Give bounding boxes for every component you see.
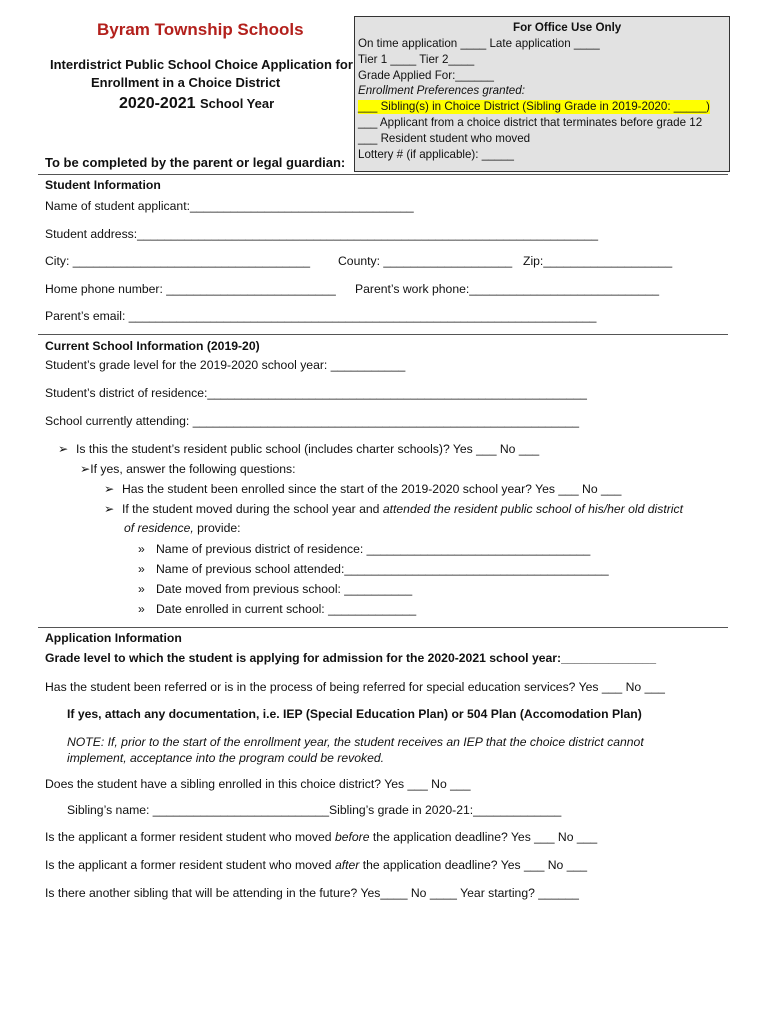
moved-text-d: provide: [193,521,241,535]
arrow-bullet-icon: ➢ [58,442,69,456]
moved-question-cont [124,521,241,536]
date-moved-text: Date moved from previous school: __________ [156,582,413,596]
resident-school-question-text: Is this the student’s resident public school (includes charter schools)? Yes ___ No ___ [76,442,540,456]
office-line: ___ Applicant from a choice district that terminates before grade 12 [358,116,703,129]
special-ed-question[interactable]: Has the student been referred or is in the process of being referred for special education services? Yes ___ No ___ [45,680,665,694]
grade-applying-field[interactable]: Grade level to which the student is applying for admission for the 2020-2021 school year:______________ [45,651,656,665]
if-yes-text: If yes, answer the following questions: [90,462,296,476]
arrow-bullet-icon: ➢ [104,482,115,496]
moved-before-emphasis: before [334,830,370,844]
iep-note-line-2: implement, acceptance into the program could be revoked. [67,751,385,765]
date-moved-field[interactable] [138,582,412,597]
office-title: For Office Use Only [513,21,622,34]
date-enrolled-text: Date enrolled in current school: _____________ [156,602,417,616]
prev-district-text: Name of previous district of residence: _________________________________ [156,542,591,556]
office-use-box [354,16,730,172]
arrow-bullet-icon: ➢ [104,502,115,516]
office-line: On time application ____ Late application ____ [358,37,600,50]
current-grade-field[interactable]: Student’s grade level for the 2019-2020 school year: ___________ [45,358,406,372]
prev-district-field[interactable] [138,542,590,557]
current-school-heading: Current School Information (2019-20) [45,339,260,353]
application-title-line-1: Interdistrict Public School Choice Application for [50,57,353,72]
divider [38,174,728,175]
enrolled-since-question[interactable] [104,482,621,497]
guillemet-bullet-icon: » [138,562,145,576]
school-attending-field[interactable]: School currently attending: _________________________________________________________ [45,414,580,428]
moved-after-text-b: the application deadline? Yes ___ No ___ [359,858,588,872]
sibling-name-grade-field[interactable]: Sibling’s name: __________________________Sibling’s grade in 2020-21:_____________ [67,803,562,817]
home-phone-field[interactable]: Home phone number: _________________________ [45,282,336,296]
office-line-highlighted: ___ Sibling(s) in Choice District (Sibling Grade in 2019-2020: _____) [358,100,710,113]
moved-after-emphasis: after [334,858,360,872]
school-year-suffix: School Year [199,96,275,111]
sibling-question[interactable]: Does the student have a sibling enrolled in this choice district? Yes ___ No ___ [45,777,471,791]
application-title-line-2: Enrollment in a Choice District [91,75,281,90]
office-line: ___ Resident student who moved [358,132,531,145]
student-info-heading: Student Information [45,178,161,192]
moved-before-text-a: Is the applicant a former resident student who moved [45,830,335,844]
student-address-field[interactable]: Student address:____________________________________________________________________ [45,227,599,241]
office-line: Tier 1 ____ Tier 2____ [358,53,475,66]
district-residence-field[interactable]: Student’s district of residence:________________________________________________________ [45,386,587,400]
guillemet-bullet-icon: » [138,542,145,556]
work-phone-field[interactable]: Parent’s work phone:____________________________ [355,282,660,296]
divider [38,334,728,335]
resident-school-question[interactable] [58,442,539,457]
application-info-heading: Application Information [45,631,182,645]
county-field[interactable]: County: ___________________ [338,254,513,268]
divider [38,627,728,628]
prev-school-text: Name of previous school attended:_______________________________________ [156,562,609,576]
future-sibling-question[interactable]: Is there another sibling that will be attending in the future? Yes____ No ____ Year starting? ______ [45,886,579,900]
iep-note-line-1: NOTE: If, prior to the start of the enrollment year, the student receives an IEP that the choice district cannot [67,735,644,749]
zip-field[interactable]: Zip:___________________ [523,254,673,268]
guillemet-bullet-icon: » [138,602,145,616]
completed-by-label: To be completed by the parent or legal guardian: [45,155,346,170]
parent-email-field[interactable]: Parent’s email: _____________________________________________________________________ [45,309,597,323]
student-name-field[interactable]: Name of student applicant:_________________________________ [45,199,414,213]
school-year [119,95,274,113]
city-field[interactable]: City: ___________________________________ [45,254,310,268]
office-line: Grade Applied For:______ [358,69,494,82]
moved-text-a: If the student moved during the school year and [122,502,383,516]
school-name: Byram Township Schools [97,20,304,39]
guillemet-bullet-icon: » [138,582,145,596]
moved-after-text-a: Is the applicant a former resident student who moved [45,858,335,872]
moved-text-b: attended the resident public school of his/her old district [382,502,683,516]
date-enrolled-field[interactable] [138,602,416,617]
if-yes-instruction [80,462,295,477]
office-line: Enrollment Preferences granted: [358,84,525,97]
moved-after-question[interactable] [45,858,587,873]
prev-school-field[interactable] [138,562,609,577]
enrolled-since-text: Has the student been enrolled since the start of the 2019-2020 school year? Yes ___ No ___ [122,482,622,496]
school-year-main: 2020-2021 [119,95,196,112]
moved-before-question[interactable] [45,830,597,845]
moved-question [104,502,683,517]
moved-before-text-b: the application deadline? Yes ___ No ___ [369,830,598,844]
moved-text-c: of residence, [124,521,194,535]
arrow-bullet-icon: ➢ [80,462,91,476]
attach-documentation-note: If yes, attach any documentation, i.e. IEP (Special Education Plan) or 504 Plan (Accomodation Plan) [67,707,642,721]
office-line: Lottery # (if applicable): _____ [358,148,514,161]
